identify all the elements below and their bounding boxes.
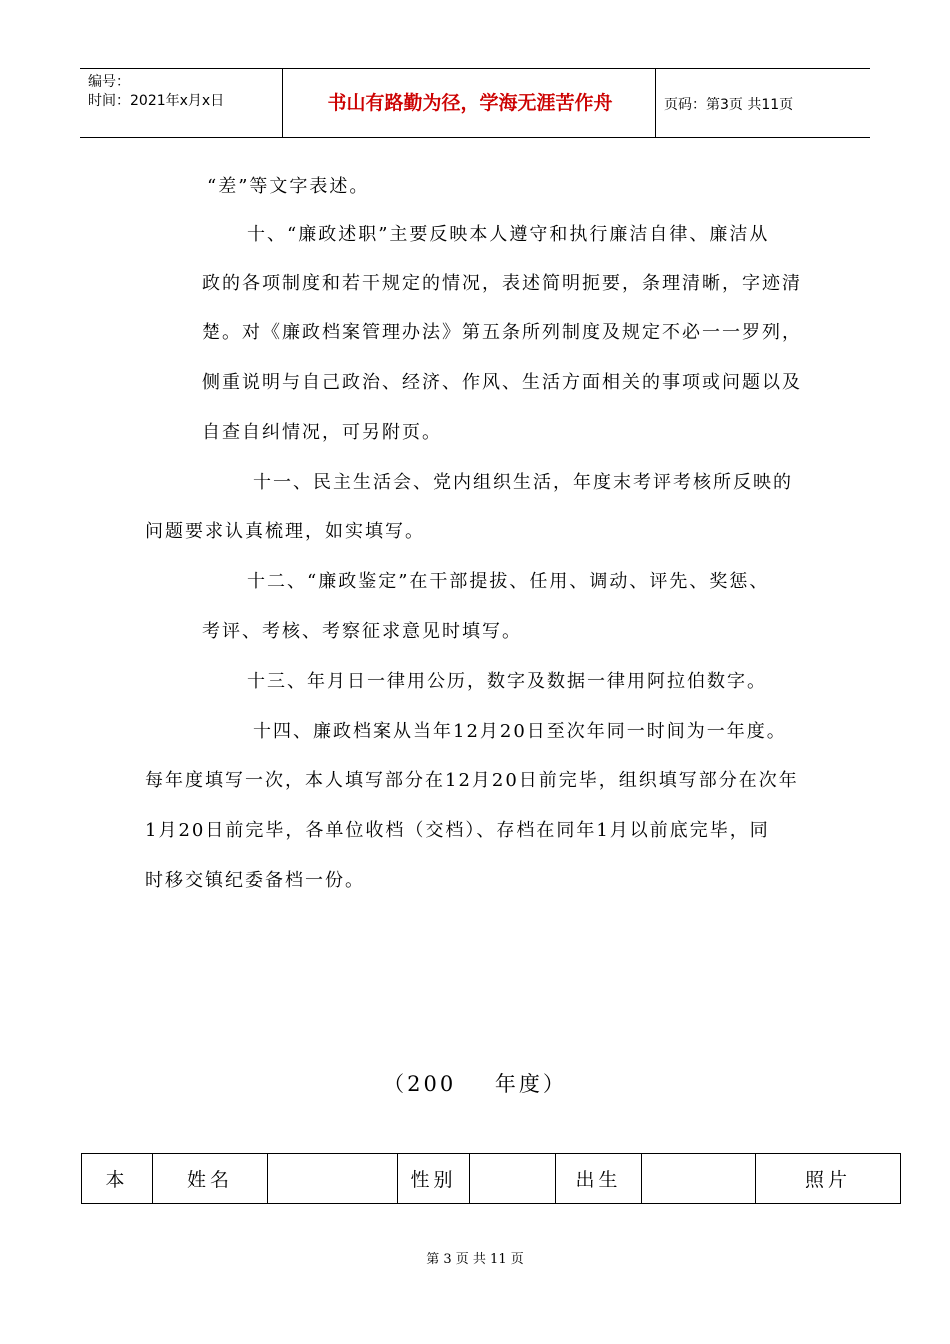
body-line: 侧重说明与自己政治、经济、作风、生活方面相关的事项或问题以及	[202, 372, 802, 393]
body-line: 1月20日前完毕，各单位收档（交档）、存档在同年1月以前底完毕，同	[145, 820, 770, 841]
body-line: 十四、廉政档案从当年12月20日至次年同一时间为一年度。	[253, 721, 787, 742]
header-divider	[282, 69, 283, 137]
header-divider	[655, 69, 656, 137]
table-row	[82, 1154, 901, 1204]
header-page-number: 页码：第3页 共11页	[664, 97, 794, 113]
photo-cell: 照片	[756, 1154, 901, 1204]
body-line: “差”等文字表述。	[207, 176, 370, 197]
body-line: 楚。对《廉政档案管理办法》第五条所列制度及规定不必一一罗列，	[202, 322, 802, 343]
body-line: 十二、“廉政鉴定”在干部提拔、任用、调动、评先、奖惩、	[247, 571, 770, 592]
name-value-cell[interactable]	[268, 1154, 398, 1204]
body-line: 政的各项制度和若干规定的情况，表述简明扼要，条理清晰，字迹清	[202, 273, 802, 294]
header-left	[88, 73, 224, 111]
header-motto: 书山有路勤为径，学海无涯苦作舟	[327, 92, 613, 114]
body-line: 十一、民主生活会、党内组织生活，年度末考评考核所反映的	[253, 472, 793, 493]
birth-label-cell: 出生	[556, 1154, 642, 1204]
body-line: 考评、考核、考察征求意见时填写。	[202, 621, 522, 642]
form-year-title: （200 年度）	[383, 1072, 567, 1096]
document-number-label: 编号：	[88, 74, 130, 90]
document-time-label: 时间：2021年x月x日	[88, 93, 225, 109]
body-line: 十、“廉政述职”主要反映本人遵守和执行廉洁自律、廉洁从	[247, 224, 770, 245]
gender-label-cell: 性别	[398, 1154, 470, 1204]
body-line: 十三、年月日一律用公历，数字及数据一律用阿拉伯数字。	[247, 671, 767, 692]
body-line: 每年度填写一次，本人填写部分在12月20日前完毕，组织填写部分在次年	[145, 770, 799, 791]
name-label-cell: 姓名	[153, 1154, 268, 1204]
page-footer: 第 3 页 共 11 页	[426, 1252, 524, 1267]
gender-value-cell[interactable]	[470, 1154, 556, 1204]
page-header	[80, 68, 870, 138]
body-line: 问题要求认真梳理，如实填写。	[145, 521, 425, 542]
body-line: 时移交镇纪委备档一份。	[145, 870, 365, 891]
personal-info-table	[81, 1153, 901, 1204]
birth-value-cell[interactable]	[642, 1154, 756, 1204]
section-label-cell: 本	[82, 1154, 153, 1204]
body-line: 自查自纠情况，可另附页。	[202, 422, 442, 443]
